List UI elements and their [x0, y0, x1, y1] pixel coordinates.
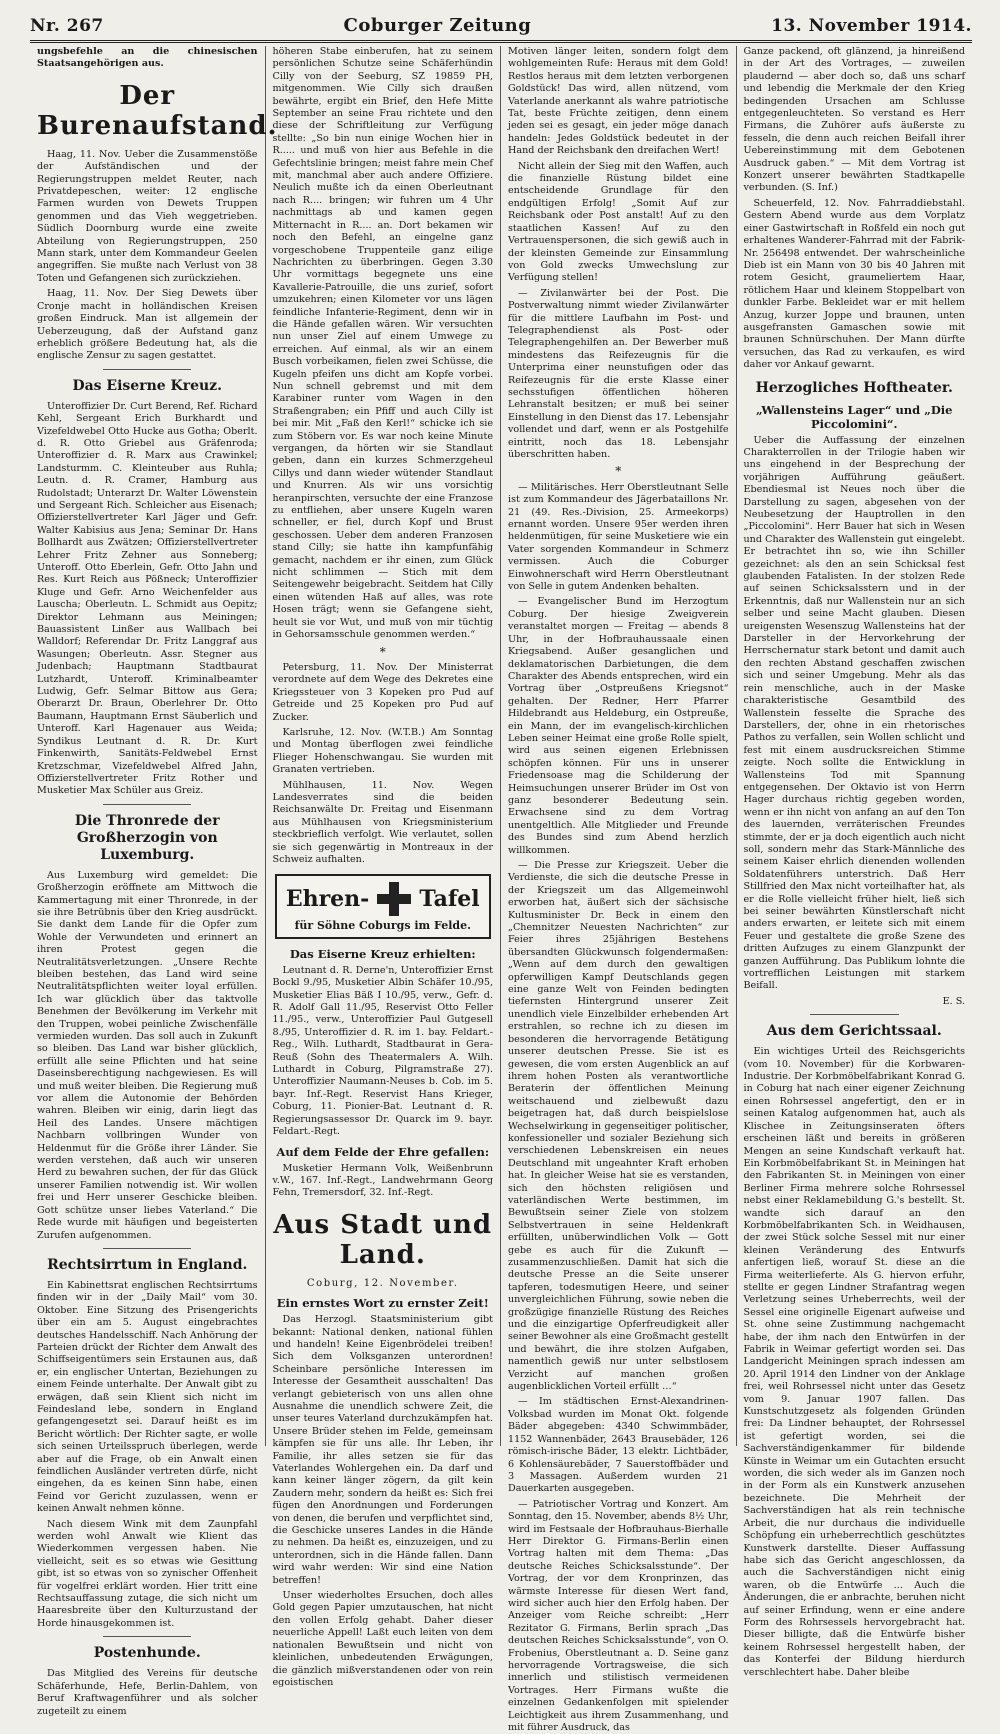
ehrentafel-title-left: Ehren-: [285, 886, 370, 913]
ehrentafel-subtitle: für Söhne Coburgs im Felde.: [294, 919, 471, 933]
headline-burenaufstand: Der Burenaufstand.: [37, 80, 278, 141]
iron-cross-icon: [377, 882, 411, 916]
article-paragraph: Nach diesem Wink mit dem Zaunpfahl werden wohl Anwalt wie Klient das Wiederkommen vergessen haben. Nie vielleicht, seit es so etwas wie Gesittung gibt, ist so etwas von so zynischer Offenheit für vogelfrei erklärt worden. Hier tritt eine Rechtsauffassung zutage, die sich nicht um Haaresbreite über den Kulturzustand der Horde hinausgekommen ist.: [37, 1518, 258, 1629]
article-paragraph: — Zivilanwärter bei der Post. Die Postverwaltung nimmt wieder Zivilanwärter für die mittlere Laufbahn im Post- und Telegraphendienst als Post- oder Telegraphengehilfen an. Der Bewerber muß mindestens das Reifezeugnis für die Unterprima einer neunstufigen oder das Reifezeugnis für die erste Klasse einer sechsstufigen öffentlichen höheren Lehranstalt besitzen; er muß bei seiner Einstellung in den Dienst das 17. Lebensjahr vollendet und darf, wenn er als Postgehilfe eintritt, noch das 18. Lebensjahr überschritten haben.: [508, 287, 729, 460]
subhead-eiserne-kreuz: Das Eiserne Kreuz erhielten:: [289, 946, 476, 961]
subhead-wallenstein: „Wallensteins Lager“ und „Die Piccolomini“.: [756, 402, 953, 431]
article-paragraph: Musketier Hermann Volk, Weißenbrunn v.W., 167. Inf.-Regt., Landwehrmann Georg Fehn, Tremersdorf, 32. Inf.-Regt.: [272, 1162, 493, 1199]
article-paragraph: Unteroffizier Dr. Curt Berend, Ref. Richard Kehl, Sergeant Erich Burkhardt und Vizefeldwebel Otto Hucke aus Gotha; Oberlt. d. R. Otto Griebel aus Gräfenroda; Unteroffizier d. R. Marx aus Crawinkel; Landsturmm. C. Kleinteuber aus Ruhla; Leutn. d. R. Cramer, Hamburg aus Rudolstadt; Unterarzt Dr. Walter Löwenstein und Sergeant Rich. Schleicher aus Eisenach; Offizierstellvertreter Karl Jäger und Gefr. Walter Kabisius aus Jena; Seminar Dr. Hans Bollhardt aus Zwätzen; Offizierstellvertreter Lehrer Fritz Zehner aus Sonneberg; Unteroff. Otto Eberlein, Gefr. Otto Jahn und Res. Kurt Reich aus Pößneck; Unteroffizier Kluge und Gefr. Arno Weichenfelder aus Lauscha; Oberleutn. L. Schmidt aus Oepitz; Direktor Lehmann aus Meiningen; Bauassistent Linßer aus Wallbach bei Walldorf; Referendar Dr. Fritz Langgraf aus Wasungen; Oberleutn. Assr. Stegner aus Judenbach; Hauptmann Stadtbaurat Lutzhardt, Unteroff. Kriminalbeamter Ludwig, Gefr. Selmar Bittow aus Gera; Oberarzt Dr. Braun, Oberlehrer Dr. Otto Baumann, Hauptmann Ernst Säuberlich und Unteroff. Karl Hagenauer aus Weida; Syndikus Leutnant d. R. Dr. Kurt Finkenwirth, Sanitäts-Feldwebel Ernst Kretzschmar, Vizefeldwebel Alfred Jahn, Offizierstellvertreter Fritz Rother und Musketier Max Schüler aus Greiz.: [37, 400, 258, 797]
headline-thronrede: Die Thronrede der Großherzogin von Luxemburg.: [74, 812, 220, 863]
issue-date: 13. November 1914.: [771, 16, 972, 36]
article-paragraph: Petersburg, 11. Nov. Der Ministerrat verordnete auf dem Wege des Dekretes eine Kriegssteuer von 3 Kopeken pro Pud auf Getreide und 25 Kopeken pro Pud auf Zucker.: [272, 661, 493, 723]
article-paragraph: Haag, 11. Nov. Ueber die Zusammenstöße der Aufständischen und der Regierungstruppen meldet Reuter, nach Privatdepeschen, weiter: 12 englische Farmen wurden von Dewets Truppen genommen und das Vieh weggetrieben. Südlich Doornburg wurde eine zweite Abteilung von Regierungstruppen, 250 Mann stark, unter dem Kommandeur Geelen angegriffen. Sie mußte nach Verlust von 38 Toten und Gefangenen sich zurückziehen.: [37, 148, 258, 284]
headline-ernstes-wort: Ein ernstes Wort zu ernster Zeit!: [276, 1296, 489, 1311]
article-paragraph: — Patriotischer Vortrag und Konzert. Am Sonntag, den 15. November, abends 8½ Uhr, wird im Festsaale der Hofbrauhaus-Bierhalle Herr Direktor G. Firmans-Berlin einen Vortrag halten mit dem Thema: „Das deutsche Reiches Schicksalsstunde“. Der Vortrag, der vor dem Kronprinzen, das wärmste Interesse für diesen Wert fand, wird sicher auch hier den Erfolg haben. Der Anzeiger vom Reiche schreibt: „Herr Rezitator G. Firmans, Berlin sprach „Das deutschen Reiches Schicksalsstunde“, von O. Frobenius, Oberstleutnant a. D. Seine ganz hervorragende Vortragsweise, die sich innerlich und stilistisch vermeidenen Vortrages. Herr Firmans wußte die einzelnen Gedankenfolgen mit spielender Leichtigkeit aus ihrem Zusammenhang, und mit führer Ausdruck, das: [508, 1498, 729, 1734]
headline-postenhunde: Postenhunde.: [93, 1645, 201, 1662]
divider: [103, 804, 191, 805]
separator-star: *: [615, 464, 622, 479]
headline-stadt-und-land: Aus Stadt und Land.: [273, 1209, 493, 1270]
ehrentafel-title-right: Tafel: [419, 886, 480, 913]
article-paragraph: Ueber die Auffassung der einzelnen Charakterrollen in der Trilogie haben wir uns eingehend in der Besprechung der vorjährigen Aufführung geäußert. Ebendiesmal ist Neues noch über die Darstellung zu sagen, abgesehen von der Neubesetzung der Hauptrollen in den „Piccolomini“. Herr Bauer hat sich in Wesen und Charakter des Wallenstein gut eingelebt. Er betrachtet ihn so, wie ihn Schiller gezeichnet: als den an sein Schicksal fest glaubenden Fatalisten. In der stolzen Rede auf seinen Schicksalsstern und in der Erkenntnis, daß nur Wallenstein nur an sich selber und seine Macht glauben. Diesen ureigensten Wesenszug Wallensteins hat der Darsteller in der Hervorkehrung der Herrschernatur stark betont und damit auch den rechten Abstand geschaffen zwischen sich und seiner Umgebung. Mehr als das rein menschliche, auch in der Maske charakteristische Gesamtbild des Wallenstein fesselte die Sprache des Darstellers, der, ohne in ein rhetorisches Pathos zu verfallen, sein Wollen schlicht und fest mit einem ausdrucksreichen Stimme zeigte. Noch sollte die Entwicklung in Wallensteins Tod mit Spannung entgegensehen. Der Oktavio ist von Herrn Hager durchaus richtig gegeben worden, wenn er ihn nicht von anfang an auf den Ton des lauernden, verräterischen Freundes stimmte, der er ja doch eigentlich auch nicht soll, sondern mehr das Stark-Männliche des seinem Kaiser ehrlich dienenden wollenden Soldatenführers unterstrich. Daß Herr Stillfried den Max nicht vorteilhafter hat, als er die Rolle vielleicht früher hielt, ließ sich bei seiner bewährten Künstlerschaft nicht anders erwarten, er leitete sich mit einem Feuer und gestaltete die große Szene des dritten Aufzuges zu einem Glanzpunkt der ganzen Aufführung. Das Publikum lohnte die vortrefflichen Leistungen mit starkem Beifall.: [743, 434, 965, 992]
ehrentafel-title: [283, 882, 484, 916]
article-paragraph: Das Mitglied des Vereins für deutsche Schäferhunde, Hefe, Berlin-Dahlem, von Beruf Kraftwagenführer und als solcher zugeteilt zu einem: [37, 1668, 258, 1717]
column-1: [30, 46, 278, 1717]
article-paragraph: Das Herzogl. Staatsministerium gibt bekannt: National denken, national fühlen und handeln! Keine Eigenbrödelei treiben! Sich dem Volksganzen unterordnen! Scheinbare persönliche Interessen im Interesse der Gesamtheit ausschalten! Das verlangt gebieterisch von uns allen ohne Ausnahme die unendlich schwere Zeit, die unser teures Vaterland durchzukämpfen hat. Unsere Brüder stehen im Felde, gemeinsam kämpfen sie für uns alle. Ihr Leben, ihr Familie, ihr alles setzen sie für das Vaterlandes Wohlergehen ein. Da darf und kann keiner länger zögern, da gilt kein Zaudern mehr, sondern da heißt es: Sich frei fügen den Anordnungen und Forderungen von denen, die berufen und verpflichtet sind, die Geschicke unseres Landes in die Hände zu nehmen. Da heißt es, einzuzeigen, und zu unterordnen, sich in die Hände fallen. Dann wird wahr werden: Wir sind eine Nation betreffen!: [272, 1314, 493, 1586]
article-paragraph: Scheuerfeld, 12. Nov. Fahrraddiebstahl. Gestern Abend wurde aus dem Vorplatz einer Gastwirtschaft in Roßfeld ein noch gut erhaltenes Wanderer-Fahrrad mit der Fabrik-Nr. 256498 entwendet. Der wahrscheinliche Dieb ist ein Mann von 30 bis 40 Jahren mit rotem Gesicht, graumeliertem Haar, rötlichem Haar und kleinem Stoppelbart von dunkler Farbe. Bekleidet war er mit hellem Anzug, kurzer Joppe und braunen, unten ausgefransten Gamaschen sowie mit braunen Schnürschuhen. Der Mann dürfte versuchen, das Rad zu verkaufen, es wird daher vor Ankauf gewarnt.: [743, 197, 965, 371]
divider: [810, 1014, 899, 1015]
article-paragraph: Mühlhausen, 11. Nov. Wegen Landesverrates sind die beiden Reichsanwälte Dr. Freitag und Eisenmann aus Mühlhausen von Kriegsministerium steckbrieflich verfolgt. Wie verlautet, sollen sie sich gegenwärtig in Montreaux in der Schweiz aufhalten.: [272, 779, 493, 865]
column-2: [266, 46, 502, 1688]
article-paragraph: — Die Presse zur Kriegszeit. Ueber die Verdienste, die sich die deutsche Presse in der Kriegszeit um das Allgemeinwohl erworben hat, äußert sich der sächsische Kultusminister Dr. Beck in einem den „Chemnitzer Neuesten Nachrichten“ zur Feier ihres 25jährigen Bestehens übersandten Glückwunsch folgendermaßen: „Wenn auf dem durch den gewaltigen opferwilligen Kampf Deutschlands gegen eine ganze Welt von Feinden bedingten tiefernsten Hintergrund unserer Zeit unendlich viele Einzelbilder erhebenden Art erstrahlen, so rechne ich zu diesen im besonderen die hervorragende Betätigung unserer deutschen Presse. Sie ist es gewesen, die vom ersten Augenblick an auf ihrem hohen Posten als verantwortliche Beraterin der öffentlichen Meinung weitschauend und zielbewußt dazu beigetragen hat, daß durch beispielslose Wechselwirkung in gegenseitiger politischer, konfessioneller und sozialer Beziehung sich verschiedenen Lebenskreisen ein neues Deutschland mit ungeahnter Kraft erhoben hat. In gleicher Weise hat sie es verstanden, sich den höchsten religiösen und vaterländischen Werte bestimmen, im Bewußtsein seiner Ziele von stolzem Selbstvertrauen in seine Heldenkraft erfüllten, unüberwindlichen Volk — Gott gebe es auch für die Zukunft — zusammenzuschließen. Damit hat sich die deutsche Presse an die Seite unserer tapferen, todesmutigen Heere, und seiner unvergleichlichen Führung, sowie neben die großzügige finanzielle Rüstung des Reiches und die einzigartige Opferfreudigkeit aller seiner Bewohner als eine Großmacht gestellt und bewährt, die ihre stolzen Aufgaben, namentlich gewiß nur unter selbstlosem Verzicht auf manchen großen augenblicklichen Vorteil erfüllt …“: [508, 860, 729, 1393]
headline-rechtsirrtum: Rechtsirrtum in England.: [47, 1256, 248, 1273]
article-paragraph: — Im städtischen Ernst-Alexandrinen-Volksbad wurden im Monat Okt. folgende Bäder abgegeben: 4340 Schwimmbäder, 1152 Wannenbäder, 2643 Brausebäder, 126 römisch-irische Bäder, 13 elektr. Lichtbäder, 6 Kohlensäurebäder, 7 Sauerstoffbäder und 3 Massagen. Außerdem wurden 21 Dauerkarten ausgegeben.: [508, 1396, 729, 1495]
article-paragraph: höheren Stabe einberufen, hat zu seinem persönlichen Schutze seine Schäferhündin Cilly von der Seeburg, SZ 19859 PH, mitgenommen. Wie Cilly sich draußen bewährte, ergibt ein Brief, den Hefe Mitte September an seine Frau richtete und den diese der Schriftleitung zur Verfügung stellte: „So bin nun einige Wochen hier in R..... und muß von hier aus Befehle in die Gefechtslinie bringen; meist fahre mein Chef mit, manchmal aber auch andere Offiziere. Neulich mußte ich da einen Oberleutnant nach R.... bringen; wir fuhren um 4 Uhr nachmittags ab und kamen gegen Mitternacht in R.... an. Dort bekamen wir noch den Befehl, an eingelne ganz vorgeschobene Truppenteile ganz eilige Nachrichten zu überbringen. Gegen 3.30 Uhr vormittags begegnete uns eine Kavallerie-Patrouille, die uns zurief, sofort umzukehren; einen Kilometer vor uns lägen feindliche Infanterie-Regiment, denn wir in die Hände gefallen wären. Wir versuchten nun unser Ziel auf einem Umwege zu erreichen. Auf einmal, als wir an einem Busch vorbeikamen, fielen zwei Schüsse, die Kugeln pfeifen uns dicht am Kopfe vorbei. Nun schnell gebremst und mit dem Karabiner runter vom Wagen in den Straßengraben; ein Pfiff und auch Cilly ist bei mir. Mit „Faß den Kerl!“ schicke ich sie zum Stöbern vor. Es war noch keine Minute vergangen, da hörten wir sie Standlaut geben, dann ein kurzes Schmerzgeheul Cillys und dann wieder wütender Standlaut und Knurren. Als wir uns vorsichtig heranpirschten, versuchte der eine Franzose zu entfliehen, aber unsere Kugeln waren schneller, er fiel, durch Kopf und Brust geschossen. Ueber dem anderen Franzosen stand Cilly; sie hatte ihn kampfunfähig gemacht, nachdem er ihr einen, zum Glück nicht schlimmen — Stich mit dem Seitengewehr beigebracht. Seitdem hat Cilly einen wütenden Haß auf alles, was rote Hosen trägt; wenn sie Gefangene sieht, heult sie vor Wut, und muß von mir tüchtig in Gehorsamsschule genommen werden.“: [272, 46, 493, 641]
divider: [103, 369, 191, 370]
intro-text: ungsbefehle an die chinesischen Staatsangehörigen aus.: [37, 46, 258, 70]
issue-number: Nr. 267: [30, 16, 104, 36]
masthead: [30, 14, 972, 43]
columns: [30, 46, 972, 1734]
article-paragraph: — Militärisches. Herr Oberstleutnant Selle ist zum Kommandeur des Jägerbataillons Nr. 21 (49. Res.-Division, 25. Armeekorps) ernannt worden. Unsere 95er werden ihren heldenmütigen, für seine Musketiere wie ein Vater sorgenden Kommandeur in Schmerz vermissen. Auch die Coburger Einwohnerschaft wird Herrn Oberstleutnant von Selle in gutem Andenken behalten.: [508, 481, 729, 593]
headline-hoftheater: Herzogliches Hoftheater.: [755, 379, 953, 396]
headline-gerichtssaal: Aus dem Gerichtssaal.: [766, 1023, 942, 1040]
divider: [103, 1248, 191, 1249]
article-paragraph: Haag, 11. Nov. Der Sieg Dewets über Cronje macht in holländischen Kreisen großen Eindruck. Man ist allgemein der Ueberzeugung, daß der Aufstand ganz erheblich größere Bedeutung hat, als die englische Zensur zu sagen gestattet.: [37, 288, 258, 362]
divider: [103, 1636, 191, 1637]
dateline: Coburg, 12. November.: [306, 1277, 459, 1289]
article-paragraph: Ein wichtiges Urteil des Reichsgerichts (vom 10. November) für die Korbwaren-Industrie. Der Korbmöbelfabrikant Konrad G. in Coburg hat nach einer eigener Zeichnung einen Rohrsessel angefertigt, den er in seinen Katalog aufgenommen hat, auch als Klischee in Zeitungsinseraten öfters erscheinen läßt und bereits in größeren Mengen an seine Kundschaft verkauft hat. Ein Korbmöbelfabrikant St. in Meiningen hat den Fabrikanten St. in Meiningen von einer Berliner Firma mehrere solche Rohrsessel nebst einer Reklamebildung G.'s bestellt. St. wandte sich darauf an den Korbmöbelfabrikanten Sch. in Weidhausen, der zwei Stück solche Sessel mit nur einer kleinen Veränderung des Entwurfs anfertigen ließ, worauf St. diese an die Firma weiterlieferte. Als G. hiervon erfuhr, stellte er gegen Lindner Strafantrag wegen Verletzung seines Urheberrechts, weil der Sessel eine originelle Eigenart aufweise und St. ohne seine Zustimmung nachgemacht habe, der ihm nach den Entwürfen in der Fabrik in Weimar gefertigt worden sei. Das Landgericht Meiningen sprach indessen am 20. April 1914 den Lindner von der Anklage frei, weil Rohrsessel nicht unter das Gesetz vom 9. Januar 1907 fallen. Das Kunstschutzgesetz als folgenden Gründen frei: Da Lindner behauptet, der Rohrsessel ist gefertigt worden, sei die Sachverständigenkammer für bildende Künste in Weimar um ein Gutachten ersucht worden, die sich weder als im Ganzen noch in der Form als ein Kunstwerk anzusehen bezeichnete. Die Mehrheit der Sachverständigen hat als rein technische Arbeit, die nur durchaus die individuelle Schöpfung ein urheberrechtlich geschütztes Kunstwerk darstellte. Dieser Auffassung habe sich das Gericht angeschlossen, da auch die Sachverständigen nicht einig waren, ob die Entwürfe … Auch die Änderungen, die er anbrachte, beruhen nicht auf seiner Erfindung, wenn er eine andere Form des Rohrsessels hervorgebracht hat. Dieser billigte, daß die Entwürfe bisher keinem Rohrsessel hergestellt haben, der das Konterfei der Bildung hierdurch verschlechtert habe. Daher bleibe: [743, 1046, 965, 1678]
ehrentafel-box: [275, 874, 492, 938]
article-paragraph: Karlsruhe, 12. Nov. (W.T.B.) Am Sonntag und Montag überflogen zwei feindliche Flieger Hohenschwangau. Sie wurden mit Granaten vertrieben.: [272, 726, 493, 776]
article-paragraph: Aus Luxemburg wird gemeldet: Die Großherzogin eröffnete am Mittwoch die Kammertagung mit einer Thronrede, in der sie ihre Betrübnis über den Krieg ausdrückt. Sie dankt dem Lande für die Opfer zum Wohle der Verwundeten und erinnert an ihren Protest gegen die Neutralitätsverletzungen. „Unsere Rechte bleiben bestehen, das Land wird seine Neutralitätspflichten weiter loyal erfüllen. Ich war glücklich über das taktvolle Benehmen der Bevölkerung im Verkehr mit den Truppen, wobei peinliche Zwischenfälle vermieden wurden. Das soll auch in Zukunft so bleiben. Das Land war bisher glücklich, erfüllt alle seine Pflichten und hat seine Daseinsberechtigung nachgewiesen. Es will und muß weiter bleiben. Die Regierung muß vor allem die Autonomie der Behörden wahren. Bleiben wir einig, darin liegt das Heil des Landes. Unsere mächtigen Nachbarn vollbringen Wunder von Heldenmut für die Größe ihrer Länder. Sie werden verstehen, daß auch wir unseren Herd zu bewahren suchen, der für das Glück unserer Familien notwendig ist. Wir wollen frei und Herr unserer Geschicke bleiben. Gott schütze unser liebes Vaterland.“ Die Rede wurde mit häufigen und begeisterten Zurufen aufgenommen.: [37, 869, 258, 1241]
column-3: [501, 46, 737, 1734]
signature: E. S.: [942, 995, 965, 1007]
article-paragraph: Nicht allein der Sieg mit den Waffen, auch die finanzielle Rüstung bildet eine entscheidende Grundlage für den endgültigen Erfolg! „Somit Auf zur Reichsbank oder Post anstalt! Auf zu den staatlichen Kassen! Auf zu den Vertrauenspersonen, die sich gewiß auch in der kleinsten Gemeinde zur Einsammlung von Gold zwecks Umwechslung zur Verfügung stellen!: [508, 160, 729, 284]
subhead-gefallen: Auf dem Felde der Ehre gefallen:: [276, 1144, 490, 1159]
headline-eiserne-kreuz: Das Eiserne Kreuz.: [72, 377, 223, 394]
article-paragraph: Leutnant d. R. Derne'n, Unteroffizier Ernst Bockl 9./95, Musketier Albin Schäfer 10./95, Musketier Elias Bäß I 10./95, verw., Gefr. d. R. Adolf Gall 11./95, Reservist Otto Feller 11./95., verw., Unteroffizier Paul Gutgesell 8./95, Unteroffizier d. R. im 1. bay. Feldart.-Reg., Wilh. Luthardt, Stadtbaurat in Gera-Reuß (Sohn des Theatermalers A. Wilh. Luthardt in Coburg, Pilgramstraße 27). Unteroffizier Naumann-Neuses b. Cob. im 5. bayr. Inf.-Regt. Reservist Hans Krieger, Coburg, 11. Pionier-Bat. Leutnant d. R. Regierungsassessor Dr. Quarck im 9. bayr. Feldart.-Regt.: [272, 964, 493, 1138]
column-4: [737, 46, 973, 1678]
separator-star: *: [379, 644, 386, 659]
article-paragraph: — Evangelischer Bund im Herzogtum Coburg. Der hiesige Zweigverein veranstaltet morgen — Freitag — abends 8 Uhr, in der Hofbrauhaussaale einen Kriegsabend. Außer gesanglichen und deklamatorischen Darbietungen, die dem Charakter des Abends entsprechen, wird ein Vortrag über „Ostpreußens Kriegsnot“ gehalten. Der Redner, Herr Pfarrer Hildebrandt aus Heldeburg, ein Ostpreuße, ein Mann, der im evangelisch-kirchlichen Leben seiner Heimat eine große Rolle spielt, wird aus seinen eigenen Erlebnissen schöpfen können. Für uns in unserer Friedensoase mag die Schilderung der Heimsuchungen unserer Brüder im Ost von ganz besonderer Bedeutung sein. Erwachsene sind zu dem Vortrag unentgeltlich. Alle Mitglieder und Freunde des Bundes sind zum Abend herzlich willkommen.: [508, 596, 729, 856]
article-paragraph: Ganze packend, oft glänzend, ja hinreißend in der Art des Vortrages, — zuweilen plaudernd — aber doch so, daß uns scharf und lebendig die Merkmale der den Krieg bedingenden Ursachen am Schlusse entgegenleuchteten. So verstand es Herr Firmans, die Zuhörer aufs äußerste zu fesseln, die denn auch reichen Beifall ihrer Uebereinstimmung mit dem Gebotenen Ausdruck gaben.“ — Mit dem Vortrag ist Konzert unserer bewährten Stadtkapelle verbunden. (S. Inf.): [743, 46, 965, 194]
article-paragraph: Motiven länger leiten, sondern folgt dem wohlgemeinten Rufe: Heraus mit dem Gold! Restlos heraus mit dem letzten verborgenen Goldstück! Das wird, allen nützend, vom Vaterlande anerkannt als wahre patriotische Tat, beste Früchte zeitigen, denn einem jeden sei es gesagt, ein jeder möge danach handeln: Jedes Goldstück bedeutet in der Hand der Reichsbank den dreifachen Wert!: [508, 46, 729, 157]
article-paragraph: Ein Kabinettsrat englischen Rechtsirrtums finden wir in der „Daily Mail“ vom 30. Oktober. Eine Sitzung des Prisengerichts über ein am 5. August eingebrachtes deutsches Handelsschiff. Nach Anhörung der Parteien drückt der Richter dem Anwalt des Schiffseigentümers sein Erstaunen aus, daß er, ein englischer Untertan, Beziehungen zu einem Feinde unterhalte. Der Anwalt gibt zu erwägen, daß sein Klient sich nicht im Feindesland lebe, sondern in England gefangengesetzt sei. Darauf heißt es im Bericht wörtlich: Der Richter sagte, er wolle sich seinen Urteilsspruch überlegen, werde aber auf die Frage, ob ein Anwalt einen feindlichen Ausländer vertreten dürfe, nicht eingehen, da es keinen Sinn habe, einen Feind vor Gericht zuzulassen, wenn er keinen Anwalt nehmen könne.: [37, 1279, 258, 1515]
article-paragraph: Unser wiederholtes Ersuchen, doch alles Gold gegen Papier umzutauschen, hat nicht den vollen Erfolg gehabt. Daher dieser neuerliche Appell! Laßt euch leiten von dem nationalen Bewußtsein und nicht von kleinlichen, unbedeutenden Erwägungen, die gänzlich mißverstandenen oder von rein egoistischen: [272, 1590, 493, 1688]
newspaper-title: Coburger Zeitung: [343, 15, 532, 36]
